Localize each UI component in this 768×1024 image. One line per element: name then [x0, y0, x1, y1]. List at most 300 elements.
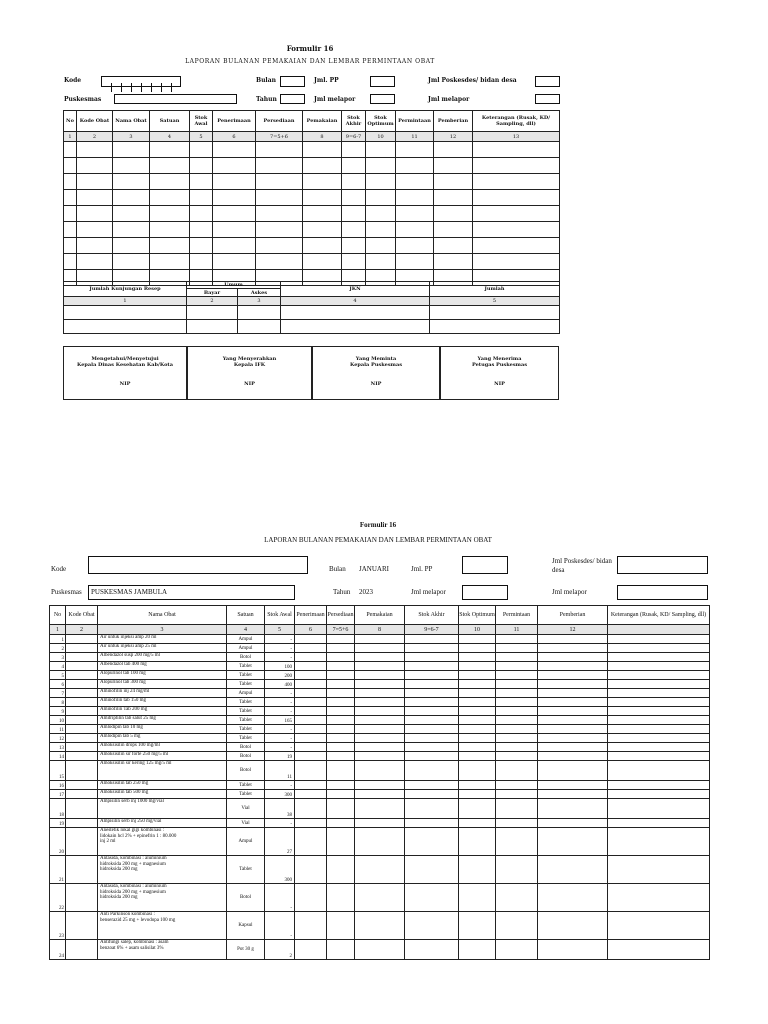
table-cell[interactable]: [405, 819, 459, 828]
table-cell[interactable]: [355, 716, 405, 725]
table-cell[interactable]: [496, 856, 538, 884]
table-cell[interactable]: [213, 158, 256, 174]
table-cell[interactable]: [405, 940, 459, 960]
table-cell[interactable]: [496, 781, 538, 790]
table-cell[interactable]: [342, 238, 366, 254]
table-cell[interactable]: [608, 781, 710, 790]
table-cell[interactable]: [366, 238, 396, 254]
table-cell[interactable]: [113, 158, 150, 174]
table-cell[interactable]: [355, 662, 405, 671]
table-cell[interactable]: [303, 158, 342, 174]
table-cell[interactable]: [496, 707, 538, 716]
table-cell[interactable]: [608, 799, 710, 819]
table-cell[interactable]: [459, 828, 496, 856]
table-cell[interactable]: [342, 174, 366, 190]
table-cell[interactable]: [327, 912, 355, 940]
table-cell[interactable]: [538, 761, 608, 781]
table-cell[interactable]: [608, 790, 710, 799]
table-cell[interactable]: [496, 884, 538, 912]
table-cell[interactable]: [256, 174, 303, 190]
visit-cell[interactable]: [64, 306, 187, 320]
stok-awal[interactable]: -: [265, 734, 295, 743]
table-cell[interactable]: [295, 653, 327, 662]
table-cell[interactable]: [473, 174, 560, 190]
table-cell[interactable]: [66, 689, 98, 698]
table-cell[interactable]: [113, 254, 150, 270]
table-cell[interactable]: [405, 680, 459, 689]
table-cell[interactable]: [396, 190, 434, 206]
table-cell[interactable]: [496, 734, 538, 743]
table-cell[interactable]: [538, 856, 608, 884]
table-cell[interactable]: [405, 671, 459, 680]
table-cell[interactable]: [113, 142, 150, 158]
table-cell[interactable]: [608, 716, 710, 725]
table-cell[interactable]: [295, 725, 327, 734]
table-cell[interactable]: [608, 662, 710, 671]
table-cell[interactable]: [608, 644, 710, 653]
table-cell[interactable]: [64, 206, 77, 222]
table-cell[interactable]: [213, 174, 256, 190]
table-cell[interactable]: [295, 707, 327, 716]
table-cell[interactable]: [77, 190, 113, 206]
table-cell[interactable]: [459, 725, 496, 734]
table-cell[interactable]: [327, 707, 355, 716]
table-cell[interactable]: [295, 884, 327, 912]
table-cell[interactable]: [538, 940, 608, 960]
table-cell[interactable]: [77, 238, 113, 254]
table-cell[interactable]: [327, 716, 355, 725]
table-cell[interactable]: [496, 716, 538, 725]
table-cell[interactable]: [113, 206, 150, 222]
table-cell[interactable]: [295, 799, 327, 819]
table-cell[interactable]: [150, 142, 190, 158]
table-cell[interactable]: [459, 716, 496, 725]
table-cell[interactable]: [396, 254, 434, 270]
table-cell[interactable]: [190, 206, 213, 222]
table-cell[interactable]: [459, 856, 496, 884]
table-cell[interactable]: [190, 254, 213, 270]
table-cell[interactable]: [295, 819, 327, 828]
table-cell[interactable]: [405, 644, 459, 653]
table-cell[interactable]: [608, 856, 710, 884]
table-cell[interactable]: [150, 190, 190, 206]
table-cell[interactable]: [77, 174, 113, 190]
table-cell[interactable]: [327, 671, 355, 680]
table-cell[interactable]: [538, 743, 608, 752]
table-cell[interactable]: [150, 238, 190, 254]
table-cell[interactable]: [366, 222, 396, 238]
table-cell[interactable]: [496, 680, 538, 689]
table-cell[interactable]: [64, 190, 77, 206]
table-cell[interactable]: [213, 238, 256, 254]
table-cell[interactable]: [66, 662, 98, 671]
table-cell[interactable]: [405, 734, 459, 743]
top-bulan-field[interactable]: [280, 76, 305, 87]
table-cell[interactable]: [459, 707, 496, 716]
table-cell[interactable]: [405, 743, 459, 752]
top-melapor1-field[interactable]: [370, 94, 395, 104]
table-cell[interactable]: [538, 671, 608, 680]
table-cell[interactable]: [295, 790, 327, 799]
table-cell[interactable]: [496, 635, 538, 644]
table-cell[interactable]: [366, 206, 396, 222]
table-cell[interactable]: [538, 752, 608, 761]
stok-awal[interactable]: -: [265, 698, 295, 707]
table-cell[interactable]: [64, 238, 77, 254]
table-cell[interactable]: [366, 142, 396, 158]
table-cell[interactable]: [327, 799, 355, 819]
table-cell[interactable]: [496, 662, 538, 671]
table-cell[interactable]: [473, 142, 560, 158]
table-cell[interactable]: [66, 698, 98, 707]
table-cell[interactable]: [608, 819, 710, 828]
table-cell[interactable]: [459, 912, 496, 940]
table-cell[interactable]: [355, 635, 405, 644]
table-cell[interactable]: [355, 644, 405, 653]
table-cell[interactable]: [355, 698, 405, 707]
table-cell[interactable]: [496, 689, 538, 698]
table-cell[interactable]: [295, 752, 327, 761]
table-cell[interactable]: [355, 689, 405, 698]
table-cell[interactable]: [366, 254, 396, 270]
table-cell[interactable]: [473, 190, 560, 206]
table-cell[interactable]: [608, 884, 710, 912]
table-cell[interactable]: [66, 884, 98, 912]
table-cell[interactable]: [66, 644, 98, 653]
table-cell[interactable]: [405, 799, 459, 819]
table-cell[interactable]: [459, 635, 496, 644]
table-cell[interactable]: [496, 819, 538, 828]
table-cell[interactable]: [295, 698, 327, 707]
table-cell[interactable]: [213, 254, 256, 270]
table-cell[interactable]: [190, 142, 213, 158]
table-cell[interactable]: [355, 707, 405, 716]
table-cell[interactable]: [459, 819, 496, 828]
table-cell[interactable]: [355, 819, 405, 828]
table-cell[interactable]: [66, 799, 98, 819]
stok-awal[interactable]: 38: [265, 799, 295, 819]
table-cell[interactable]: [190, 222, 213, 238]
table-cell[interactable]: [77, 206, 113, 222]
stok-awal[interactable]: 200: [265, 671, 295, 680]
table-cell[interactable]: [113, 190, 150, 206]
table-cell[interactable]: [303, 206, 342, 222]
table-cell[interactable]: [66, 752, 98, 761]
table-cell[interactable]: [213, 190, 256, 206]
table-cell[interactable]: [295, 828, 327, 856]
table-cell[interactable]: [538, 828, 608, 856]
stok-awal[interactable]: -: [265, 644, 295, 653]
table-cell[interactable]: [295, 781, 327, 790]
table-cell[interactable]: [327, 828, 355, 856]
table-cell[interactable]: [342, 222, 366, 238]
table-cell[interactable]: [608, 671, 710, 680]
table-cell[interactable]: [190, 190, 213, 206]
visit-cell[interactable]: [281, 306, 430, 320]
table-cell[interactable]: [434, 254, 473, 270]
table-cell[interactable]: [538, 698, 608, 707]
table-cell[interactable]: [66, 761, 98, 781]
table-cell[interactable]: [66, 912, 98, 940]
table-cell[interactable]: [256, 238, 303, 254]
table-cell[interactable]: [608, 761, 710, 781]
table-cell[interactable]: [327, 689, 355, 698]
top-jmlpp-field[interactable]: [370, 76, 395, 87]
table-cell[interactable]: [538, 725, 608, 734]
table-cell[interactable]: [396, 158, 434, 174]
table-cell[interactable]: [538, 707, 608, 716]
table-cell[interactable]: [342, 142, 366, 158]
table-cell[interactable]: [538, 781, 608, 790]
stok-awal[interactable]: 2: [265, 940, 295, 960]
table-cell[interactable]: [608, 698, 710, 707]
bottom-kode-field[interactable]: [88, 556, 308, 574]
table-cell[interactable]: [66, 828, 98, 856]
table-cell[interactable]: [405, 689, 459, 698]
table-cell[interactable]: [295, 716, 327, 725]
table-cell[interactable]: [405, 884, 459, 912]
table-cell[interactable]: [459, 698, 496, 707]
table-cell[interactable]: [496, 940, 538, 960]
table-cell[interactable]: [295, 662, 327, 671]
table-cell[interactable]: [434, 142, 473, 158]
table-cell[interactable]: [405, 781, 459, 790]
table-cell[interactable]: [608, 689, 710, 698]
table-cell[interactable]: [355, 828, 405, 856]
bottom-bulan-value[interactable]: JANUARI: [359, 565, 389, 573]
table-cell[interactable]: [64, 142, 77, 158]
table-cell[interactable]: [150, 174, 190, 190]
table-cell[interactable]: [327, 734, 355, 743]
table-cell[interactable]: [256, 206, 303, 222]
table-cell[interactable]: [303, 222, 342, 238]
table-cell[interactable]: [538, 819, 608, 828]
table-cell[interactable]: [496, 671, 538, 680]
table-cell[interactable]: [496, 698, 538, 707]
table-cell[interactable]: [396, 174, 434, 190]
table-cell[interactable]: [459, 799, 496, 819]
table-cell[interactable]: [434, 222, 473, 238]
table-cell[interactable]: [327, 856, 355, 884]
table-cell[interactable]: [459, 752, 496, 761]
table-cell[interactable]: [66, 819, 98, 828]
table-cell[interactable]: [66, 781, 98, 790]
table-cell[interactable]: [434, 158, 473, 174]
table-cell[interactable]: [496, 912, 538, 940]
table-cell[interactable]: [66, 653, 98, 662]
table-cell[interactable]: [434, 206, 473, 222]
top-poskesdes-field[interactable]: [535, 76, 560, 87]
table-cell[interactable]: [64, 254, 77, 270]
bottom-tahun-value[interactable]: 2023: [359, 588, 373, 596]
table-cell[interactable]: [327, 752, 355, 761]
table-cell[interactable]: [295, 635, 327, 644]
table-cell[interactable]: [538, 716, 608, 725]
table-cell[interactable]: [327, 644, 355, 653]
table-cell[interactable]: [459, 734, 496, 743]
stok-awal[interactable]: -: [265, 689, 295, 698]
table-cell[interactable]: [303, 254, 342, 270]
table-cell[interactable]: [434, 238, 473, 254]
table-cell[interactable]: [66, 743, 98, 752]
table-cell[interactable]: [256, 254, 303, 270]
table-cell[interactable]: [213, 142, 256, 158]
table-cell[interactable]: [150, 158, 190, 174]
table-cell[interactable]: [405, 716, 459, 725]
table-cell[interactable]: [66, 680, 98, 689]
stok-awal[interactable]: -: [265, 884, 295, 912]
table-cell[interactable]: [496, 752, 538, 761]
table-cell[interactable]: [538, 734, 608, 743]
table-cell[interactable]: [113, 222, 150, 238]
table-cell[interactable]: [327, 884, 355, 912]
table-cell[interactable]: [496, 653, 538, 662]
table-cell[interactable]: [396, 142, 434, 158]
table-cell[interactable]: [538, 662, 608, 671]
stok-awal[interactable]: -: [265, 653, 295, 662]
table-cell[interactable]: [327, 725, 355, 734]
table-cell[interactable]: [66, 734, 98, 743]
table-cell[interactable]: [405, 635, 459, 644]
table-cell[interactable]: [405, 912, 459, 940]
table-cell[interactable]: [608, 752, 710, 761]
table-cell[interactable]: [66, 725, 98, 734]
table-cell[interactable]: [355, 912, 405, 940]
top-kode-boxes[interactable]: [101, 76, 181, 87]
table-cell[interactable]: [355, 799, 405, 819]
table-cell[interactable]: [327, 761, 355, 781]
table-cell[interactable]: [538, 635, 608, 644]
table-cell[interactable]: [190, 158, 213, 174]
visit-cell[interactable]: [238, 306, 281, 320]
table-cell[interactable]: [213, 206, 256, 222]
table-cell[interactable]: [190, 174, 213, 190]
top-puskesmas-field[interactable]: [114, 94, 237, 104]
table-cell[interactable]: [64, 222, 77, 238]
table-cell[interactable]: [77, 158, 113, 174]
table-cell[interactable]: [295, 743, 327, 752]
table-cell[interactable]: [303, 174, 342, 190]
stok-awal[interactable]: 300: [265, 856, 295, 884]
bottom-puskesmas-field[interactable]: [88, 585, 295, 600]
stok-awal[interactable]: -: [265, 707, 295, 716]
table-cell[interactable]: [608, 743, 710, 752]
table-cell[interactable]: [256, 158, 303, 174]
visit-cell[interactable]: [238, 320, 281, 334]
stok-awal[interactable]: -: [265, 725, 295, 734]
table-cell[interactable]: [434, 190, 473, 206]
table-cell[interactable]: [459, 653, 496, 662]
stok-awal[interactable]: 100: [265, 662, 295, 671]
stok-awal[interactable]: 400: [265, 680, 295, 689]
table-cell[interactable]: [256, 142, 303, 158]
table-cell[interactable]: [295, 761, 327, 781]
bottom-melapor1-field[interactable]: [462, 585, 508, 600]
table-cell[interactable]: [538, 689, 608, 698]
table-cell[interactable]: [355, 790, 405, 799]
bottom-poskesdes-field[interactable]: [617, 556, 708, 574]
table-cell[interactable]: [66, 856, 98, 884]
table-cell[interactable]: [459, 689, 496, 698]
table-cell[interactable]: [327, 653, 355, 662]
table-cell[interactable]: [113, 174, 150, 190]
table-cell[interactable]: [256, 190, 303, 206]
table-cell[interactable]: [538, 799, 608, 819]
table-cell[interactable]: [538, 912, 608, 940]
table-cell[interactable]: [355, 761, 405, 781]
table-cell[interactable]: [342, 206, 366, 222]
table-cell[interactable]: [496, 761, 538, 781]
top-tahun-field[interactable]: [280, 94, 305, 104]
table-cell[interactable]: [405, 790, 459, 799]
table-cell[interactable]: [327, 680, 355, 689]
table-cell[interactable]: [473, 238, 560, 254]
table-cell[interactable]: [496, 644, 538, 653]
table-cell[interactable]: [355, 671, 405, 680]
table-cell[interactable]: [295, 644, 327, 653]
table-cell[interactable]: [342, 254, 366, 270]
bottom-melapor2-field[interactable]: [617, 585, 708, 600]
table-cell[interactable]: [608, 707, 710, 716]
table-cell[interactable]: [405, 698, 459, 707]
table-cell[interactable]: [459, 761, 496, 781]
table-cell[interactable]: [66, 635, 98, 644]
table-cell[interactable]: [459, 662, 496, 671]
table-cell[interactable]: [327, 662, 355, 671]
table-cell[interactable]: [608, 680, 710, 689]
visit-cell[interactable]: [430, 320, 560, 334]
table-cell[interactable]: [405, 761, 459, 781]
stok-awal[interactable]: 165: [265, 716, 295, 725]
table-cell[interactable]: [366, 190, 396, 206]
table-cell[interactable]: [459, 743, 496, 752]
table-cell[interactable]: [327, 781, 355, 790]
table-cell[interactable]: [538, 680, 608, 689]
table-cell[interactable]: [66, 671, 98, 680]
table-cell[interactable]: [327, 790, 355, 799]
table-cell[interactable]: [608, 734, 710, 743]
table-cell[interactable]: [303, 238, 342, 254]
table-cell[interactable]: [496, 725, 538, 734]
table-cell[interactable]: [459, 940, 496, 960]
table-cell[interactable]: [473, 206, 560, 222]
table-cell[interactable]: [405, 856, 459, 884]
bottom-jmlpp-field[interactable]: [462, 556, 508, 574]
table-cell[interactable]: [405, 725, 459, 734]
table-cell[interactable]: [366, 174, 396, 190]
stok-awal[interactable]: 19: [265, 752, 295, 761]
table-cell[interactable]: [327, 698, 355, 707]
table-cell[interactable]: [190, 238, 213, 254]
table-cell[interactable]: [496, 799, 538, 819]
stok-awal[interactable]: -: [265, 781, 295, 790]
top-melapor2-field[interactable]: [535, 94, 560, 104]
visit-cell[interactable]: [281, 320, 430, 334]
table-cell[interactable]: [459, 680, 496, 689]
stok-awal[interactable]: -: [265, 743, 295, 752]
table-cell[interactable]: [303, 142, 342, 158]
table-cell[interactable]: [473, 222, 560, 238]
visit-cell[interactable]: [187, 306, 238, 320]
table-cell[interactable]: [327, 635, 355, 644]
table-cell[interactable]: [355, 653, 405, 662]
table-cell[interactable]: [295, 940, 327, 960]
table-cell[interactable]: [150, 206, 190, 222]
table-cell[interactable]: [608, 725, 710, 734]
table-cell[interactable]: [405, 752, 459, 761]
table-cell[interactable]: [355, 884, 405, 912]
table-cell[interactable]: [327, 940, 355, 960]
